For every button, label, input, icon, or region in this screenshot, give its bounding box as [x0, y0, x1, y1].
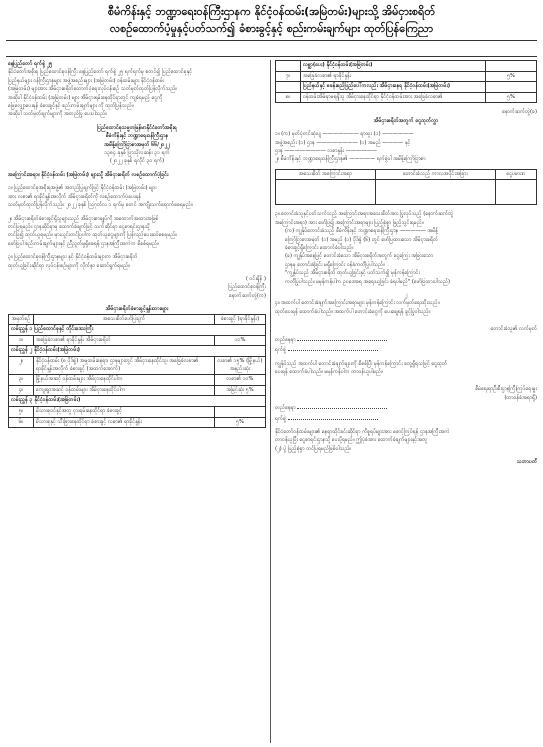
form-line: ၂။ စီမံကိန်းနှင့် ဘဏ္ဍာရေးဝန်ကြီးဌာန၏ ————— ရက်စွဲပါ အမိန့်ကြော်ငြာစာ: [275, 156, 426, 163]
paragraph-line: ၁။ ပြည်ထောင်စုအစိုးရအဖွဲ့၏ အတည်ပြုချက်ဖြင့် နိုင်ငံ့ဝန်ထမ်း (အမြဲတမ်း) များ: [8, 185, 157, 192]
paragraph-line: ဖော်ပြပါ စည်းကမ်းချက်များနှင့် ညီညွတ်မှုရှိစေရန် ဌာနအကြီးအကဲက စိစစ်ရမည်။: [8, 240, 159, 247]
paragraph-line: အကြောင်းအရာ) အား ဖော်ပြ၍ အကြောင်းအရာများ ပြည့်စုံစွာ ဖြည့်သွင်းရမည်။: [275, 219, 424, 226]
claim-table-header: [276, 169, 537, 180]
table-row: ၂။ နိုင်ငံ့ဝန်ထမ်း (၈ ပိုဒ်ခွဲ) အမှုထမ်းနေရာ၊ ဌာနများတွင် အိမ်ငှားနေထိုင်သူ၊ အခြေခံလစာ၏ ရာခိုင်နှုန်းအလိုက် ခံစားခွင့် (အထက်အောက်) လစာ၏ ၁၅% (မြို့နယ်) အနည်းဆုံး: [9, 356, 266, 374]
officer-title: စီမံရေးရာဦးစီးဌာနကြီးကြပ်ရေးမှူး: [475, 386, 537, 393]
header-details: အသေးစိတ် အကြောင်းအရာ: [276, 169, 376, 180]
intro-line: နိုင်ငံတော်အစိုးရ ပြည်ထောင်စုဝန်ကြီး နေပြည်တော် ရက်စွဲ ၂၅ ရက်ရက်မှ စတင်၍ ပြည်ထောင်စုနှင့်: [8, 69, 193, 76]
header-line-1: စီမံကိန်းနှင့် ဘဏ္ဍာရေးဝန်ကြီးဌာနက နိုင်ငံ့ဝန်ထမ်း(အမြဲတမ်း)များသို့ အိမ်ငှားစရိတ်: [107, 5, 436, 18]
officer-subtitle: (တာဝန်ခံအရာရှိ): [504, 394, 537, 401]
paragraph-line: ခံစားခွင့်ရှိကြောင်း ထောက်ခံပါသည်။: [285, 245, 354, 252]
column-divider: [270, 60, 271, 743]
intro-line: အဆိုပါ နိုင်ငံ့ဝန်ထမ်း (အမြဲတမ်း) များ အိမ်ငှားရမ်းနေထိုင်ရာတွင် ကျခံရမည့် ငွေကို: [8, 94, 163, 101]
table-section-row: လမ်းညွှန် ၁ ပြည်ထောင်စုနှင့် တိုင်းဒေသကြီး: [9, 325, 266, 336]
paragraph-line: ၃။ တောင်းခံသူနှင့်ပတ်သက်သည့် အကြောင်းအရာအသေးစိတ်အား ပြုလုပ်သည့် (နောက်ဆက်တွဲ: [275, 211, 454, 218]
intro-line: ပြည်နယ်များ ဝန်ကြီးဌာနများ အဖွဲ့အစည်းများ (အမြဲတမ်း) ဝန်ထမ်းများ နိုင်ငံ့ဝန်ထမ်း: [8, 77, 165, 84]
paragraph-line: တာဝန်ယူပြီး ငွေစာရင်းဌာနသို့ ပေးပို့ရမည်။ ဤပုံစံအား ထောက်ခံချက်များနှင့်အတူ: [275, 437, 428, 444]
paragraph-line: ကတိပြုပါသည်။ မမှန်ကန်ပါက ဥပဒေအရ အရေးယူခြင်း ခံရပါမည်" (ဖော်ပြထားပါသည်): [285, 278, 451, 285]
header-rule-bottom: [6, 56, 537, 57]
intro-line: ဖြေလျှော့ပေးရန် ခံစားခွင့်နှင့် စည်းကမ်းချက်များ ကို ထုတ်ပြန်သည်။: [8, 103, 134, 110]
paragraph-line: သတ်မှတ်ထုတ်ပြန်လိုက်သည်။ ၂၀၂၂ ခုနှစ် ဩဂုတ်လ ၁ ရက်မှ စတင် အကျိုးသက်ရောက်စေရမည်။: [8, 202, 193, 209]
table-section-row: လစ္ဆာ(ပေး) နိုင်ငံ့ဝန်ထမ်း(အမြဲတမ်း): [276, 61, 537, 72]
claimant-signature-label: တောင်းခံသူ၏ လက်မှတ်: [490, 326, 537, 333]
paragraph-line: ပေးရန် ထောက်ခံပါသည်။ မမှန်ကန်ပါက တာဝန်ယူပါမည်။: [275, 368, 383, 375]
order-block-line: အမိန့်ကြော်ငြာစာအမှတ် ၆၆/၂၀၂၂: [104, 141, 170, 148]
header-period: တောင်းခံသည့် ကာလအပိုင်းအခြား: [375, 169, 495, 180]
table-row: ၁။ အခြေခံလစာ၏ ရာခိုင်နှုန်း အိမ်ငှားစရိတ် ၁၀%: [9, 335, 266, 346]
annex-a-label: နောက်ဆက်တွဲ(က): [229, 292, 266, 299]
left-column: [8, 60, 266, 743]
intro-line: (အမြဲတမ်း) များအား အိမ်ငှားစရိတ်ထောက်ပံ့ရေးလုပ်ငန်းစဉ် သတ်မှတ်ထုတ်ပြန်လိုက်သည်။: [8, 86, 178, 93]
paragraph-line: "ကျွန်ုပ်သည် အိမ်ငှားစရိတ် ထုတ်ယူခြင်းနှင့် ပတ်သက်၍ မှန်ကန်ကြောင်း: [285, 270, 420, 277]
paragraph-line: (ခ) ကျွန်ုပ်အနေဖြင့် တောင်းခံသော အိမ်ငှားစရိတ်အတွက် ငွေကြေး အခြားသော: [285, 253, 434, 260]
order-block-line: စီမံကိန်းနှင့် ဘဏ္ဍာရေးဝန်ကြီးဌာန: [105, 133, 169, 140]
place-field: တည်နေရာ: [275, 334, 537, 344]
form-line: ဌာန ———————— လစာနှုန်း ——————: [275, 148, 377, 154]
date-field: ရက်စွဲ: [275, 344, 537, 354]
rates-table-continued: [275, 60, 537, 103]
table-row: ၄။ ကျေးရွာအဆင့် ဝန်ထမ်းများ အိမ်ငှားနေထိုင်ပါက အမြင့်ဆုံး ၅%: [9, 385, 266, 396]
paragraph-line: (၂) ပွဲ ပြည့်စုံစွာ တင်ပြရမည်ဖြစ်ပါသည်။: [275, 445, 352, 452]
paragraph-line: ၂။ အိမ်ငှားစရိတ်ခံစားခွင့်ရှိသူများသည် အိမ်ငှားစာချုပ်ကို အထောက်အထားအဖြစ်: [8, 215, 159, 222]
table-section-row: လမ်းညွှန် ၃ နိုင်ငံ့ဝန်ထမ်း(အမြဲတမ်း): [9, 396, 266, 407]
header-rule-top: [6, 40, 537, 41]
table-row: ၈။ ဝန်ထမ်းအိမ်ရာမရရှိသူ အိမ်ငှားနေထိုင်ရာ နိုင်ငံ့ဝန်ထမ်းအား အခြေခံလစာ၏ ၅%: [276, 92, 537, 103]
paragraph-line: ထုတ်ယူခြင်းဆိုင်ရာ လုပ်ငန်းစဉ်များကို လိုက်နာ ဆောင်ရွက်ရမည်။: [8, 262, 130, 269]
right-column: [275, 60, 537, 743]
paragraph-line: ၃။ ပြည်ထောင်စုဝန်ကြီးဌာနများ နှင့် နိုင်ငံ့ဝန်ထမ်းများက အိမ်ငှားစရိတ်: [8, 254, 138, 261]
paragraph-line: နိုင်ငံတော်ဝန်ထမ်းများ၏ နေရာထိုင်ခင်းဆိုင်ရာ ကိစ္စရပ်များအား စောင့်ကြပ်ရန် ဌာနအကြီးအကဲ: [275, 428, 450, 435]
order-block-line: (၂၀၂၂ ခုနှစ် ရုလိုင် ၃၀ ရက်): [109, 158, 165, 165]
header-description: အသေးစိတ်ဖော်ပြချက်: [34, 314, 215, 325]
paragraph-line: ကြော်ငြာစာအမှတ် (၁) အမည် (၁) ပိုဒ်ခွဲ (၆) တွင် ဖော်ပြထားသော အိမ်ငှားစရိတ်: [285, 236, 439, 243]
order-block-line: ပြည်ထောင်စုသမ္မတမြန်မာနိုင်ငံတော်အစိုးရ: [97, 124, 177, 131]
table-row: ၅။ မိသားစုဝင်နှင့်အတူ ငှားရမ်းနေထိုင်ရာ ခံစားခွင့်: [9, 406, 266, 417]
rates-table: [8, 314, 266, 429]
page-marker: ၂: [404, 292, 408, 299]
table-row: ၆။ မိသားစုနှင့် သီးခြားနေထိုင်ရာ ခံစားခွင့် လစာ၏ ရာခိုင်နှုန်း ၅%: [9, 417, 266, 428]
paragraph-line: အား လစာ၏ ရာခိုင်နှုန်းအလိုက် အိမ်ငှားစရိတ်ကို လစဉ်ထောက်ပံ့ပေးရန်: [8, 193, 142, 200]
paragraph-line: တင်ပြရမည်။ ဌာနဆိုင်ရာမှ ထောက်ခံချက်ဖြင့် သက်ဆိုင်ရာ ငွေစာရင်းဌာနသို့: [8, 223, 150, 230]
announcement-header: [6, 3, 537, 37]
claim-table-empty-row: [276, 180, 537, 205]
annex-b-title: အိမ်ငှားစရိတ်အတွက် ငွေထုတ်လွှာ: [373, 117, 439, 124]
place-field: တည်နေရာ: [275, 402, 537, 412]
annex-b-label: နောက်ဆက်တွဲ(ခ): [502, 109, 537, 116]
header-amount: ငွေပမာဏ: [495, 169, 536, 180]
table-section-row: လမ်းညွှန် ၂ နိုင်ငံ့ဝန်ထမ်း(အမြဲတမ်း): [9, 346, 266, 357]
table-row: ၇။ အခြေခံလစာ၏ ရာခိုင်နှုန်း ၅%: [276, 71, 537, 82]
signatory-name: ( ဝင်းရှိန် ): [245, 275, 266, 282]
form-line: အဖွဲ့အစည်း (၁) ဌာန ———————— (၁) အမည် ———— နှင့်: [275, 139, 411, 146]
signatory-title: ပြည်ထောင်စုဝန်ကြီး: [228, 284, 266, 291]
header-rate: ခံစားခွင့် (ရာခိုင်နှုန်း): [215, 314, 266, 325]
table-section-row: ပြည်နယ်နှင့် စခန်းစည်ပြည်ပေါ်ကလည်း အိမ်ငှားနေရ နိုင်ငံ့ဝန်ထမ်း(အမြဲတမ်း): [276, 82, 537, 93]
chairman-label: သဘာပတိ: [516, 459, 537, 466]
rates-table-title: အိမ်ငှားစရိတ်ခံစားခွင့်နှုန်းထားများ: [105, 306, 169, 313]
intro-line: နေပြည်တော် ရက်စွဲ ၂၅: [8, 61, 53, 67]
form-line: ၁။ (က) မှတ်ပုံတင်ဆုံးပျ ——————— ရာထူး (၁) ——————: [275, 131, 414, 138]
paragraph-line: ဌာနမှ တောင်းခံခြင်း မရှိကြောင်း ဝန်ခံကတိပြုပါသည်။: [285, 261, 385, 268]
date-field: ရက်စွဲ: [275, 413, 537, 423]
table-row: ၃။ မြို့နယ်အဆင့် ဝန်ထမ်းများ အိမ်ငှားနေထိုင်ပါက လစာ၏ ၁၀%: [9, 375, 266, 386]
paragraph-line: ကျွန်ုပ်သည် အထက်ပါ တောင်းခံချက်များကို စိစစ်ပြီး မှန်ကန်ကြောင်း တွေ့ရှိရသဖြင့် ငွေထုတ်: [275, 360, 448, 367]
paragraph-line: ထုတ်ပေးရန် ထောက်ခံပါသည်။ အထက်ပါ တောင်းခံငွေကို ပေးချေရန် ခွင့်ပြုပါသည်။: [275, 308, 431, 315]
intro-line: အဆိုပါ သတ်မှတ်ချက်များကို အတည်ပြု ပေးပါသည်။: [8, 111, 107, 118]
claim-form-table: [275, 169, 537, 206]
paragraph-line: ၄။ အထက်ပါ တောင်းခံချက်အကြောင်းအရာများ မှန်ကန်ကြောင်း လက်မှတ်ရေးထိုးသည်။: [275, 300, 440, 307]
paragraph-line: (က) ကျွန်ုပ်တောင်းခံသည့် စီမံကိန်းနှင့် ဘဏ္ဍာရေးဝန်ကြီးဌာန ————— အမိန့်: [285, 228, 438, 235]
header-number: အမှတ်စဉ်: [9, 314, 34, 325]
paragraph-line: တင်ပြ၍ ထုတ်ယူရမည်။ မှားယွင်းတင်ပြပါက ထုတ်ယူငွေများကို ပြန်လည်ပေးဆပ်စေရမည်။: [8, 232, 178, 239]
subject-line: အကြောင်းအရာ။ နိုင်ငံ့ဝန်ထမ်း (အမြဲတမ်း) များသို့ အိမ်ငှားစရိတ် လစဉ်ထောက်ပံ့ခြင်း: [8, 171, 169, 178]
order-block-line: ၁၃၈၄ ခုနှစ် ပြာသိုလဆန်း ၃၁ ရက်: [104, 150, 170, 157]
rates-table-header: [9, 314, 266, 325]
header-line-2: လစဉ်ထောက်ပံ့မှုနှင့်ပတ်သက်၍ ခံစားခွင့်နှင့် စည်းကမ်းချက်များ ထုတ်ပြန်ကြေညာ: [109, 22, 434, 35]
